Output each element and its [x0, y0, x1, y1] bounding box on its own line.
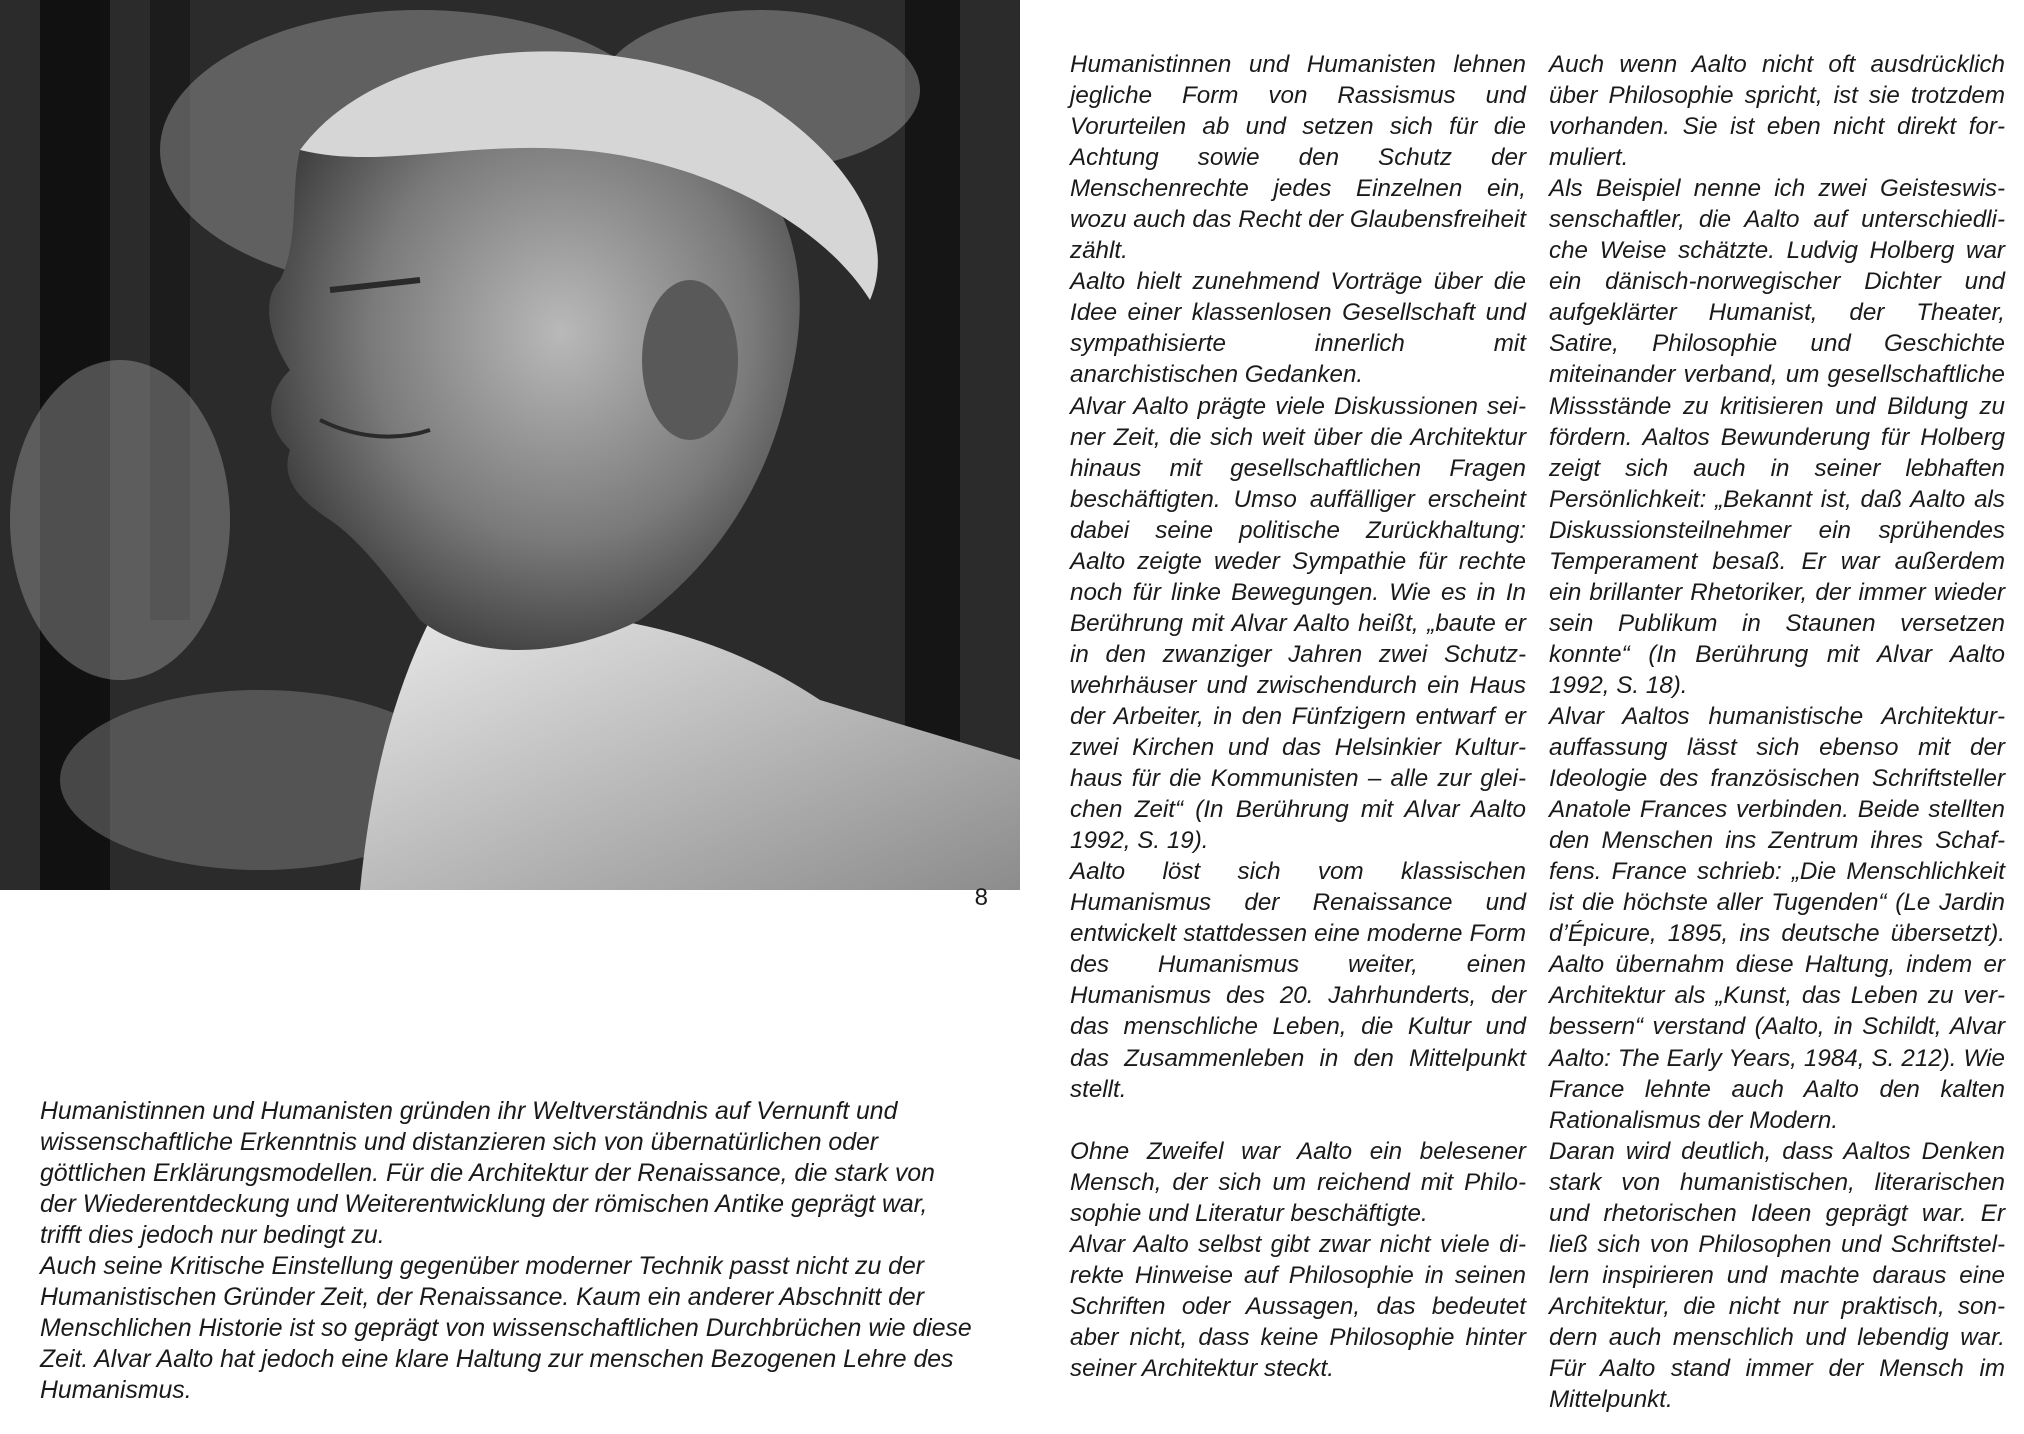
paragraph: Alvar Aaltos humanistische Architekturauffassung lässt sich ebenso mit der Ideologie des französischen Schriftsteller Anatole Frances verbinden. Beide stellten den Menschen ins Zentrum ihres Schaffens. France schrieb: „Die Menschlichkeit ist die höchste aller Tugenden“ (Le Jardin d’Épicure, 1895, ins deutsche übersetzt). Aalto übernahm diese Haltung, indem er Architektur als „Kunst, das Leben zu verbessern“ verstand (Aalto, in Schildt, Alvar Aalto: The Early Years, 1984, S. 212). Wie France lehnte auch Aalto den kalten Rationalismus der Modern. [1549, 702, 2005, 1134]
paragraph: Als Beispiel nenne ich zwei Geisteswissenschaftler, die Aalto auf unterschiedliche Weise schätzte. Ludvig Holberg war ein dänisch-norwegischer Dichter und aufgeklärter Humanist, der Theater, Satire, Philosophie und Geschichte miteinander verband, um gesellschaftliche Missstände zu kritisieren und Bildung zu fördern. Aaltos Bewunderung für Holberg zeigt sich auch in seiner lebhaften Persönlichkeit: „Bekannt ist, daß Aalto als Diskussionsteilnehmer ein sprühendes Temperament besaß. Er war außerdem ein brillanter Rhetoriker, der immer wieder sein Publikum in Staunen versetzen konnte“ (In Berührung mit Alvar Aalto 1992, S. 18). [1549, 175, 2005, 699]
figure-number: 8 [974, 884, 988, 911]
paragraph: Alvar Aalto prägte viele Diskussionen seiner Zeit, die sich weit über die Architektur hinaus mit gesellschaftlichen Fragen beschäftigten. Umso auffälliger erscheint dabei seine politische Zurückhaltung: Aalto zeigte weder Sympathie für rechte noch für linke Bewegungen. Wie es in In Berührung mit Alvar Aalto heißt, „baute er in den zwanziger Jahren zwei Schutzwehrhäuser und zwischendurch ein Haus der Arbeiter, in den Fünfzigern entwarf er zwei Kirchen und das Helsinkier Kulturhaus für die Kommunisten – alle zur gleichen Zeit“ (In Berührung mit Alvar Aalto 1992, S. 19). [1070, 392, 1526, 855]
paragraph: Ohne Zweifel war Aalto ein belesener Mensch, der sich um reichend mit Philosophie und Literatur beschäftigte. [1070, 1137, 1526, 1227]
paragraph: Humanistinnen und Humanisten lehnen jegliche Form von Rassismus und Vorurteilen ab und setzen sich für die Achtung sowie den Schutz der Menschenrechte jedes Einzelnen ein, wozu auch das Recht der Glaubensfreiheit zählt. [1070, 51, 1526, 265]
portrait-illustration [0, 0, 1020, 890]
paragraph: Auch wenn Aalto nicht oft ausdrücklich über Philosophie spricht, ist sie trotzdem vorhanden. Sie ist eben nicht direkt formuliert. [1549, 51, 2005, 172]
caption-paragraph: Auch seine Kritische Einstellung gegenüber moderner Technik passt nicht zu der Humanistischen Gründer Zeit, der Renaissance. Kaum ein anderer Abschnitt der Menschlichen Historie ist so geprägt von wissenschaftlichen Durchbrüchen wie diese Zeit. Alvar Aalto hat jedoch eine klare Haltung zur menschen Bezogenen Lehre des Humanismus. [40, 1253, 972, 1404]
paragraph: Alvar Aalto selbst gibt zwar nicht viele direkte Hinweise auf Philosophie in seinen Schriften oder Aussagen, das bedeutet aber nicht, dass keine Philosophie hinter seiner Architektur steckt. [1070, 1230, 1526, 1382]
caption-paragraph: Humanistinnen und Humanisten gründen ihr Weltverständnis auf Vernunft und wissenschaftliche Erkenntnis und distanzieren sich von übernatürlichen oder göttlichen Erklärungsmodellen. Für die Architektur der Renaissance, die stark von der Wiederentdeckung und Weiterentwicklung der römischen Antike geprägt war, trifft dies jedoch nur bedingt zu. [40, 1098, 935, 1249]
portrait-photo [0, 0, 1020, 890]
text-column-2 [1549, 49, 2005, 1415]
caption-text [40, 1096, 974, 1406]
text-column-1 [1070, 49, 1526, 1384]
paragraph: Daran wird deutlich, dass Aaltos Denken stark von humanistischen, literarischen und rhetorischen Ideen geprägt war. Er ließ sich von Philosophen und Schriftstellern inspirieren und machte daraus eine Architektur, die nicht nur praktisch, sondern auch menschlich und lebendig war. Für Aalto stand immer der Mensch im Mittelpunkt. [1549, 1137, 2005, 1414]
paragraph: Aalto löst sich vom klassischen Humanismus der Renaissance und entwickelt stattdessen eine moderne Form des Humanismus weiter, einen Humanismus des 20. Jahrhunderts, der das menschliche Leben, die Kultur und das Zusammenleben in den Mittelpunkt stellt. [1070, 858, 1526, 1103]
paragraph: Aalto hielt zunehmend Vorträge über die Idee einer klassenlosen Gesellschaft und sympathisierte innerlich mit anarchistischen Gedanken. [1070, 268, 1526, 389]
